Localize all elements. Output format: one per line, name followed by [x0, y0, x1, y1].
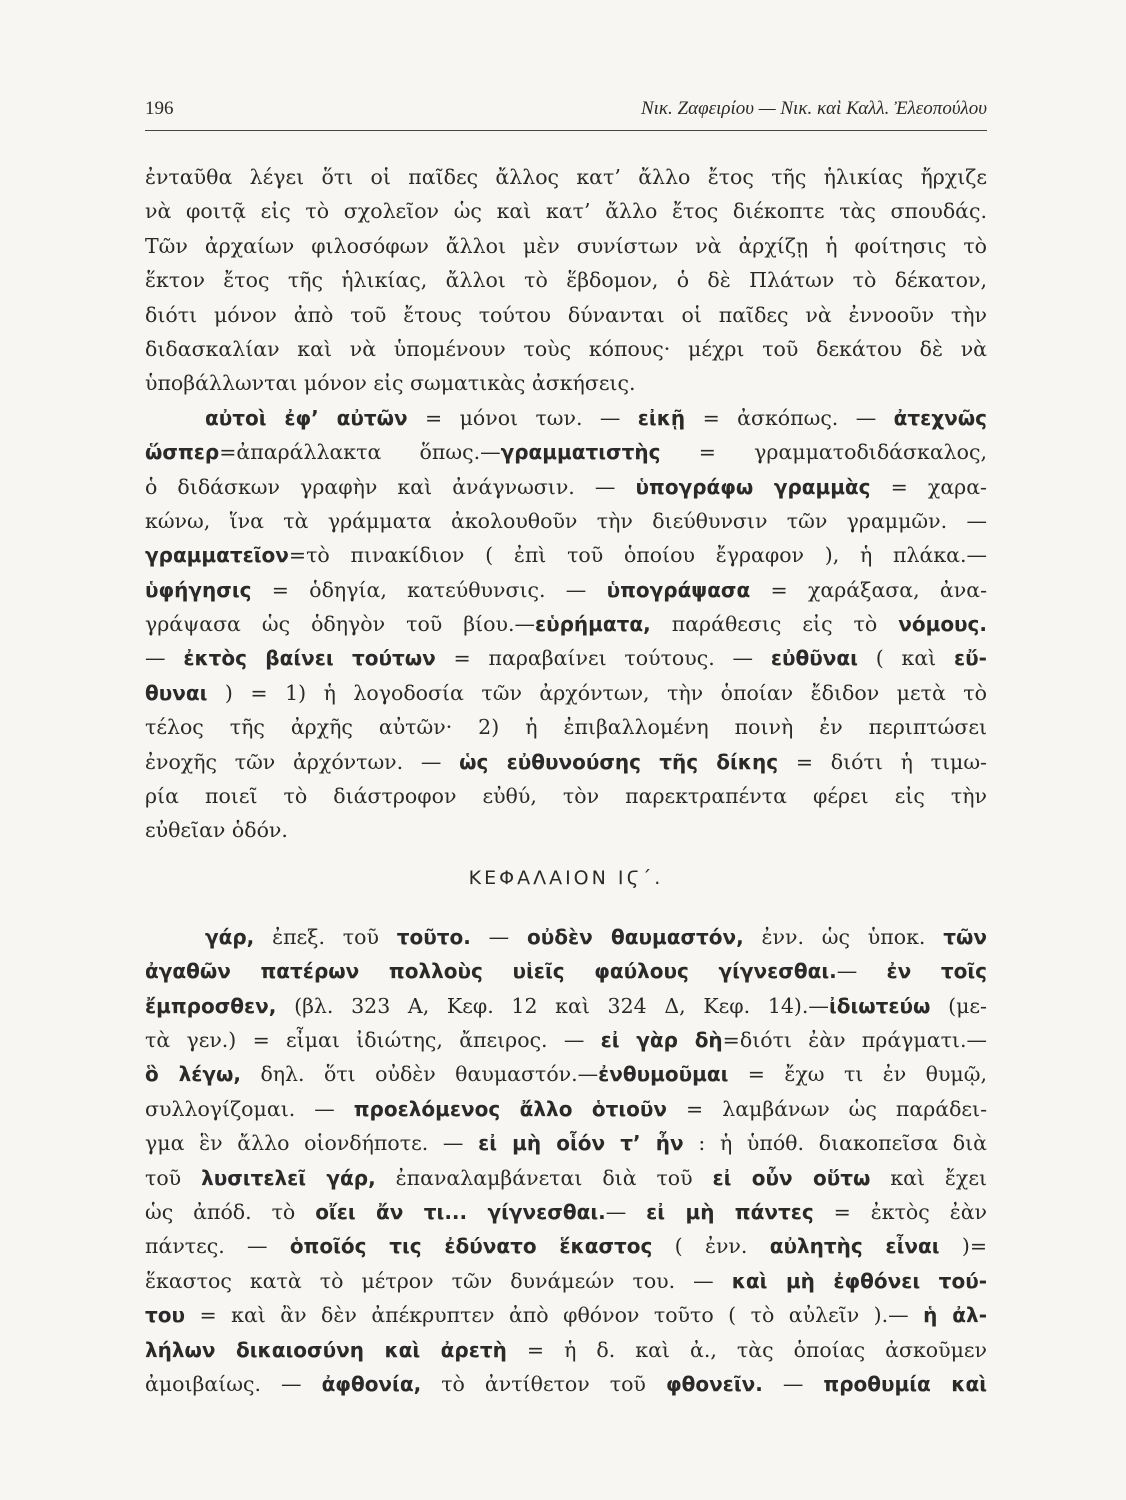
gloss-term: νόμους. — [898, 612, 987, 637]
gloss-def: ἐνοχῆς τῶν ἀρχόντων. — — [145, 749, 460, 774]
gloss-def: ) = 1) ἡ λογοδοσία τῶν ἀρχόντων, τὴν ὁποίαν ἔδιδον μετὰ τὸ — [207, 680, 987, 705]
gloss-def: ἐνν. ὡς ὑποκ. — [743, 924, 944, 949]
chapter-heading: ΚΕΦΑΛΑΙΟΝ ΙϚ΄. — [468, 866, 664, 889]
gloss-term: ὃ λέγω, — [145, 1062, 242, 1087]
gloss-line — [145, 607, 987, 641]
gloss-def: )= — [939, 1234, 987, 1259]
gloss-def: τὰ γεν.) = εἶμαι ἰδιώτης, ἄπειρος. — — [145, 1027, 601, 1052]
gloss-line — [145, 710, 987, 744]
gloss-term: ἀφθονία, — [321, 1371, 422, 1396]
page-body — [145, 160, 987, 1401]
gloss-term: καὶ μὴ ἐφθόνει τού- — [731, 1268, 987, 1293]
gloss-def: — — [470, 924, 527, 949]
gloss-def: συλλογίζομαι. — — [145, 1096, 354, 1121]
gloss-def: ἐπεξ. τοῦ — [254, 924, 397, 949]
gloss-def: πάντες. — — [145, 1234, 290, 1259]
gloss-def: = παραβαίνει τούτους. — — [435, 646, 771, 671]
gloss-def: =τὸ πινακίδιον ( ἐπὶ τοῦ ὁποίου ἔγραφον ), ἡ πλάκα.— — [288, 543, 987, 568]
gloss-term: γάρ, — [205, 924, 255, 949]
gloss-term: ἐκτὸς βαίνει τούτων — [183, 646, 436, 671]
gloss-term: ἰδιωτεύω — [828, 993, 931, 1018]
gloss-def: = χαρα- — [870, 474, 987, 499]
gloss-term: εὔ- — [954, 646, 987, 671]
gloss-line — [145, 1333, 987, 1367]
gloss-term: ἀγαθῶν πατέρων πολλοὺς υἱεῖς φαύλους γίγνεσθαι. — [145, 959, 837, 984]
gloss-def: =διότι ἐὰν πράγματι.— — [722, 1027, 987, 1052]
gloss-line — [145, 745, 987, 779]
gloss-line — [145, 1264, 987, 1298]
gloss-def: = ἡ δ. καὶ ἀ., τὰς ὁποίας ἀσκοῦμεν — [506, 1337, 987, 1362]
gloss-def: κώνω, ἵνα τὰ γράμματα ἀκολουθοῦν τὴν διεύθυνσιν τῶν γραμμῶν. — — [145, 508, 987, 533]
gloss-term: εὐθῦναι — [770, 646, 858, 671]
gloss-line — [145, 401, 987, 435]
text-line: ἕκτον ἔτος τῆς ἡλικίας, ἄλλοι τὸ ἕβδομον, ὁ δὲ Πλάτων τὸ δέκατον, — [145, 268, 987, 293]
gloss-def: — — [762, 1371, 824, 1396]
text-line: ὑποβάλλωνται μόνον εἰς σωματικὰς ἀσκήσεις. — [145, 371, 636, 396]
gloss-term: γραμματεῖον — [145, 543, 289, 568]
gloss-line — [145, 779, 987, 813]
gloss-term: φθονεῖν. — [665, 1371, 763, 1396]
gloss-line — [145, 1092, 987, 1126]
gloss-term: εἰκῇ — [637, 405, 686, 430]
gloss-def: = καὶ ἂν δὲν ἀπέκρυπτεν ἀπὸ φθόνον τοῦτο ( τὸ αὐλεῖν ).— — [185, 1303, 924, 1328]
gloss-line — [145, 1023, 987, 1057]
gloss-def: παράθεσις εἰς τὸ — [650, 612, 899, 637]
gloss-def: τέλος τῆς ἀρχῆς αὐτῶν· 2) ἡ ἐπιβαλλομένη ποινὴ ἐν περιπτώσει — [145, 715, 987, 740]
gloss-line — [145, 1195, 987, 1229]
gloss-def: = ἔχω τι ἐν θυμῷ, — [728, 1062, 987, 1087]
gloss-term: ὁποῖός τις ἐδύνατο ἕκαστος — [289, 1234, 653, 1259]
gloss-term: τῶν — [943, 924, 987, 949]
text-line: Τῶν ἀρχαίων φιλοσόφων ἄλλοι μὲν συνίστων νὰ ἀρχίζῃ ἡ φοίτησις τὸ — [145, 233, 987, 258]
gloss-line — [145, 1161, 987, 1195]
gloss-def: εὐθεῖαν ὁδόν. — [145, 818, 288, 843]
text-line: διδασκαλίαν καὶ νὰ ὑπομένουν τοὺς κόπους· μέχρι τοῦ δεκάτου δὲ νὰ — [145, 336, 987, 361]
gloss-line — [145, 1367, 987, 1401]
gloss-def: ἕκαστος κατὰ τὸ μέτρον τῶν δυνάμεών του. — — [145, 1268, 732, 1293]
gloss-term: εἰ μὴ οἷόν τ’ ἦν — [478, 1131, 684, 1156]
gloss-term: τοῦτο. — [396, 924, 471, 949]
gloss-line — [145, 641, 987, 675]
text-line: διότι μόνον ἀπὸ τοῦ ἔτους τούτου δύνανται οἱ παῖδες νὰ ἐννοοῦν τὴν — [145, 302, 987, 327]
gloss-term: γραμματιστὴς — [500, 440, 661, 465]
gloss-line — [145, 1126, 987, 1160]
gloss-def: ἐπαναλαμβάνεται διὰ τοῦ — [375, 1165, 713, 1190]
gloss-term: ὑπογράφω γραμμὰς — [635, 474, 871, 499]
gloss-def: ( ἐνν. — [652, 1234, 770, 1259]
gloss-def: = μόνοι των. — — [407, 405, 638, 430]
gloss-line — [145, 989, 987, 1023]
gloss-line — [145, 920, 987, 954]
gloss-def: δηλ. ὅτι οὐδὲν θαυμαστόν.— — [241, 1062, 599, 1087]
gloss-term: ἀτεχνῶς — [893, 405, 987, 430]
gloss-term: αὐτοὶ ἐφ’ αὐτῶν — [205, 405, 408, 430]
gloss-term: ὥσπερ — [145, 440, 220, 465]
gloss-term: του — [145, 1303, 186, 1328]
gloss-def: καὶ ἔχει — [870, 1165, 987, 1190]
gloss-line — [145, 470, 987, 504]
gloss-def: (με- — [930, 993, 987, 1018]
gloss-def: τοῦ — [145, 1165, 202, 1190]
gloss-term: ἐν τοῖς — [886, 959, 987, 984]
gloss-def: = λαμβάνων ὡς παράδει- — [667, 1096, 987, 1121]
gloss-term: οὐδὲν θαυμαστόν, — [527, 924, 744, 949]
gloss-term: λήλων δικαιοσύνη καὶ ἀρετὴ — [145, 1337, 507, 1362]
text-line: νὰ φοιτᾷ εἰς τὸ σχολεῖον ὡς καὶ κατ’ ἄλλο ἔτος διέκοπτε τὰς σπουδάς. — [145, 199, 987, 224]
gloss-line — [145, 1229, 987, 1263]
gloss-def: τὸ ἀντίθετον τοῦ — [421, 1371, 666, 1396]
gloss-def: ἀμοιβαίως. — — [145, 1371, 322, 1396]
gloss-def: ὡς ἀπόδ. τὸ — [145, 1199, 316, 1224]
gloss-def: = γραμματοδιδάσκαλος, — [660, 440, 987, 465]
text-line: ἐνταῦθα λέγει ὅτι οἱ παῖδες ἄλλος κατ’ ἄλλο ἔτος τῆς ἡλικίας ἤρχιζε — [145, 165, 987, 189]
gloss-term: εἰ οὖν οὕτω — [712, 1165, 871, 1190]
gloss-def: = ἐκτὸς ἐὰν — [813, 1199, 987, 1224]
gloss-term: αὐλητὴς εἶναι — [769, 1234, 940, 1259]
gloss-term: οἴει ἄν τι... γίγνεσθαι. — [315, 1199, 606, 1224]
page-number: 196 — [145, 98, 174, 119]
gloss-def: — — [605, 1199, 647, 1224]
gloss-line — [145, 813, 987, 847]
gloss-term: ἡ ἀλ- — [923, 1303, 987, 1328]
gloss-def: (βλ. 323 Α, Κεφ. 12 καὶ 324 Δ, Κεφ. 14).— — [276, 993, 829, 1018]
gloss-line — [145, 1057, 987, 1091]
gloss-def: γράψασα ὡς ὁδηγὸν τοῦ βίου.— — [145, 612, 535, 637]
gloss-line — [145, 504, 987, 538]
gloss-term: ἔμπροσθεν, — [145, 993, 277, 1018]
gloss-term: προθυμία καὶ — [823, 1371, 987, 1396]
gloss-line — [145, 676, 987, 710]
gloss-line — [145, 538, 987, 572]
gloss-def: — — [145, 646, 184, 671]
gloss-line — [145, 573, 987, 607]
gloss-def: — — [836, 959, 887, 984]
gloss-line — [145, 435, 987, 469]
gloss-term: ὑπογράψασα — [606, 577, 751, 602]
gloss-line — [145, 1298, 987, 1332]
gloss-def: ρία ποιεῖ τὸ διάστροφον εὐθύ, τὸν παρεκτραπέντα φέρει εἰς τὴν — [145, 784, 987, 809]
gloss-term: θυναι — [145, 680, 208, 705]
gloss-term: εἰ μὴ πάντες — [646, 1199, 814, 1224]
gloss-term: ὑφήγησις — [145, 577, 252, 602]
gloss-term: ὡς εὐθυνούσης τῆς δίκης — [459, 749, 779, 774]
gloss-term: εὑρήματα, — [534, 612, 651, 637]
gloss-def: = χαράξασα, ἀνα- — [750, 577, 987, 602]
gloss-def: = ὁδηγία, κατεύθυνσις. — — [251, 577, 607, 602]
running-title: Νικ. Ζαφειρίου — Νικ. καὶ Καλλ. Ἐλεοπούλου — [640, 98, 987, 119]
gloss-def: ( καὶ — [857, 646, 955, 671]
gloss-def: = ἀσκόπως. — — [685, 405, 894, 430]
gloss-def: = διότι ἡ τιμω- — [778, 749, 987, 774]
gloss-term: εἰ γὰρ δὴ — [600, 1027, 723, 1052]
gloss-def: =ἀπαράλλακτα ὅπως.— — [219, 440, 501, 465]
gloss-term: λυσιτελεῖ γάρ, — [201, 1165, 376, 1190]
gloss-def: : ἡ ὑπόθ. διακοπεῖσα διὰ — [683, 1131, 987, 1156]
gloss-line — [145, 954, 987, 988]
gloss-def: γμα ἓν ἄλλο οἱονδήποτε. — — [145, 1131, 479, 1156]
gloss-term: ἐνθυμοῦμαι — [598, 1062, 729, 1087]
gloss-term: προελόμενος ἄλλο ὁτιοῦν — [353, 1096, 668, 1121]
gloss-def: ὁ διδάσκων γραφὴν καὶ ἀνάγνωσιν. — — [145, 474, 636, 499]
running-header — [145, 96, 987, 131]
